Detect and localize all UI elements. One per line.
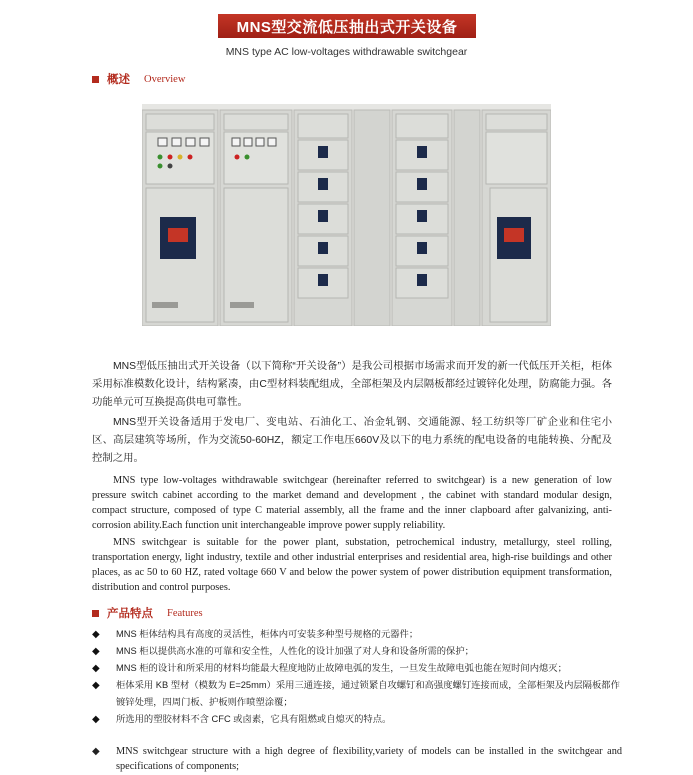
feature-en-item (92, 744, 622, 774)
cabinet-6 (454, 110, 480, 326)
overview-en-paragraph-1: MNS type low-voltages withdrawable switchgear (hereinafter referred to switchgear) is a new generation of low pressure switch cabinet according to the market demand and development , the cabinet with standard modular design, compact structure, composed of type C material assembly, all the frame and the inner clapboard after galvanizing, anti-corrosion ability.Each function unit interchangeable improve power supply reliability. (92, 475, 612, 531)
feature-text: MNS 柜体结构具有高度的灵活性，柜体内可安装多种型号规格的元器件； (116, 629, 419, 639)
page-title-text: MNS型交流低压抽出式开关设备 (236, 18, 458, 36)
page-title (218, 14, 476, 38)
feature-text: 柜体采用 KB 型材（模数为 E=25mm）采用三通连接，通过锁紧自攻螺钉和高强度螺钉连接而成，全部柜架及内层隔板都作镀锌处理，四周门板、护板则作喷塑涂覆； (116, 680, 620, 707)
diamond-bullet-icon: ◆ (92, 714, 100, 725)
feature-text: MNS 柜以提供高水准的可靠和安全性，人性化的设计加强了对人身和设备所需的保护； (116, 646, 474, 656)
diamond-bullet-icon: ◆ (92, 646, 100, 657)
list-item (92, 677, 622, 711)
section-bullet-icon (92, 610, 99, 617)
overview-zh-paragraph-1: MNS型低压抽出式开关设备（以下简称“开关设备”）是我公司根据市场需求而开发的新一代低压开关柜，柜体采用标准模数化设计，结构紧凑，由C型材料装配组成，全部柜架及内层隔板都经过镀锌化处理，防腐能力强。各功能单元可互换提高供电可靠性。 (92, 361, 612, 408)
cabinet-7 (482, 110, 551, 326)
cabinet-2 (220, 110, 292, 326)
list-item (92, 711, 622, 728)
features-list (92, 626, 622, 728)
section-bullet-icon (92, 76, 99, 83)
cabinet-5 (392, 110, 452, 326)
switchgear-illustration (142, 104, 551, 326)
list-item (92, 626, 622, 643)
page-subtitle: MNS type AC low-voltages withdrawable switchgear (225, 46, 468, 58)
cabinet-1 (142, 110, 218, 326)
cabinet-3 (294, 110, 352, 326)
diamond-bullet-icon: ◆ (92, 629, 100, 640)
list-item (92, 643, 622, 660)
features-heading-en: Features (167, 607, 203, 619)
features-heading-zh: 产品特点 (107, 608, 153, 620)
cabinet-4 (354, 110, 390, 326)
feature-text: MNS 柜的设计和所采用的材料均能最大程度地防止故障电弧的发生，一旦发生故障电弧也能在短时间内熄灭； (116, 663, 567, 673)
feature-text: 所选用的塑胶材料不含 CFC 或卤素，它具有阻燃或自熄灭的特点。 (116, 714, 392, 724)
features-heading (92, 605, 203, 621)
overview-zh-paragraph-2: MNS型开关设备适用于发电厂、变电站、石油化工、冶金轧钢、交通能源、轻工纺织等厂矿企业和住宅小区、高层建筑等场所，作为交流50-60HZ，额定工作电压660V及以下的电力系统的配电设备的电能转换、分配及控制之用。 (92, 417, 612, 464)
overview-en-paragraph-2: MNS switchgear is suitable for the power plant, substation, petrochemical industry, metallurgy, steel rolling, transportation energy, light industry, textile and other industrial enterprises and residential area, high-rise buildings and other places, as ac 50 to 60 HZ, rated voltage 660 V and below the power system of power distribution equipment transformation, distribution and control purposes. (92, 537, 612, 593)
overview-heading-en: Overview (144, 73, 186, 85)
overview-heading (92, 71, 185, 87)
switchgear-photo (142, 104, 551, 326)
feature-en-text: MNS switchgear structure with a high degree of flexibility,variety of models can be installed in the switchgear and specifications of components; (116, 746, 622, 772)
diamond-bullet-icon: ◆ (92, 680, 100, 691)
list-item (92, 660, 622, 677)
diamond-bullet-icon: ◆ (92, 663, 100, 674)
diamond-bullet-icon: ◆ (92, 746, 100, 757)
overview-heading-zh: 概述 (107, 74, 130, 86)
